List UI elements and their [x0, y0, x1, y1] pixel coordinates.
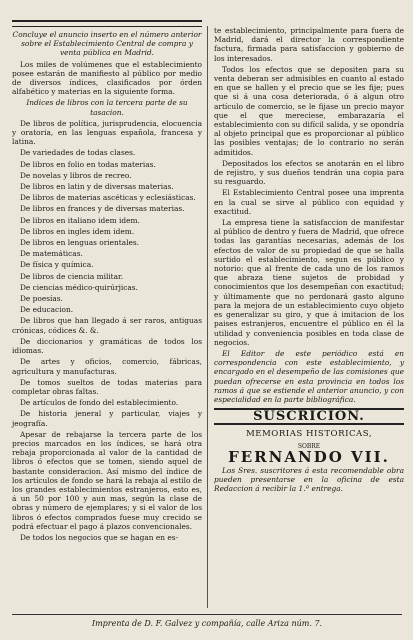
- left-column: [12, 30, 202, 544]
- suscricion-heading: SUSCRICION.: [214, 408, 404, 425]
- index-item: De diccionarios y gramáticas de todos los idiomas.: [12, 336, 202, 356]
- index-item: De artículos de fondo del establecimiento.: [20, 398, 179, 408]
- editor-note: El Editor de este periódico está en correspondencia con este establecimiento, y encargado en el desempeño de las comisiones que puedan ofrecerse en esta provincia en todos los ramos á que se estiende el anterior anuncio, y con especialidad en la parte bibliográfica.: [214, 348, 404, 404]
- paragraph: Todos los efectos que se depositen para su venta deberan ser admisibles en cuanto al estado en que se hallen y el precio que se les fije; pues que si á una cosa deteriorada, ó á algun otro artículo de comercio, se le fijase un precio mayor que el que mereciese, embarazaría el establecimiento con su difícil salida, y se opondría al objeto principal que es proporcionar al público las posibles ventajas; de lo contrario no serán admitidos.: [214, 64, 404, 157]
- paragraph: Los miles de volúmenes que el establecimiento posee estarán de manifiesto al público por medio de diversos índices, clasificados por órden alfabético y materias en la siguiente forma.: [12, 59, 202, 97]
- paragraph: Apesar de rebajarse la tercera parte de los precios marcados en los índices, se hará otra rebaja proporcionada al valor de la cantidad de libros ó efectos que se tomen, siendo aquel de bastante consideracion. Así mismo del índice de los artículos de fondo se hará la rebaja al estilo de los grandes establecimientos estranjeros, esto es, á un 50 por 100 y aun mas, según la clase de obras y número de ejemplares; y si el valor de los libros ó efectos comprados fuese muy crecido se podrá efectuar el pago á plazos convencionales.: [12, 429, 202, 531]
- subscription-note: Los Sres. suscritores á esta recomendable obra pueden presentarse en la oficina de esta Redaccion á recibir la 1.ª entrega.: [214, 465, 404, 494]
- top-ornamental-rule: [12, 20, 202, 27]
- index-item: De historia jeneral y particular, viajes y jeografía.: [12, 409, 202, 428]
- fernando-heading: FERNANDO VII.: [228, 447, 390, 466]
- index-item: De ciencias médico-quirúrjicas.: [20, 282, 138, 292]
- index-title: Indices de libros con la tercera parte de su tasacion.: [26, 98, 188, 117]
- paragraph: La empresa tiene la satisfaccion de manifestar al público de dentro y fuera de Madrid, que ofrece todas las garantías necesarias, además de los efectos de valor de su propiedad de que se halla surtido el establecimiento, segun es público y notorio: que al frente de cada uno de los ramos que abraza tiene sujetos de probidad y conocimientos que los desempeñan con exactitud; y últimamente que no perdonará gasto alguno para la mejora de un establecimiento cuyo objeto es generalizar su giro, y que á imitacion de los paises estranjeros, encuentre el público en él la utilidad y conveniencia posibles en toda clase de negocios.: [214, 218, 404, 347]
- index-item: De tomos sueltos de todas materias para completar obras faltas.: [12, 377, 202, 396]
- paragraph: El Establecimiento Central posee una imprenta en la cual se sirve al público con equidad y exactitud.: [214, 188, 404, 216]
- imprint-footer: Imprenta de D. F. Galvez y compañía, calle Ariza núm. 7.: [12, 614, 402, 628]
- intro-note: Concluye el anuncio inserto en el número anterior sobre el Establecimiento Central de compra y venta pública en Madrid.: [12, 30, 202, 58]
- right-column: [214, 26, 404, 496]
- index-item: De libros en frances y de diversas materias.: [20, 204, 185, 214]
- paragraph: Depositados los efectos se anotarán en el libro de rejistro, y sus dueños tendrán una copia para su resguardo.: [214, 158, 404, 187]
- sobre-label: SOBRE: [297, 442, 321, 450]
- index-item: De libros en latin y de diversas materias.: [20, 182, 174, 192]
- index-item: De libros en ingles idem idem.: [20, 226, 135, 236]
- index-item: De libros en lenguas orientales.: [20, 238, 139, 248]
- index-item: De educacion.: [20, 305, 74, 315]
- index-item: De libros en folio en todas materias.: [20, 159, 156, 169]
- index-list: [12, 119, 202, 428]
- index-item: De libros de materias ascéticas y eclesiásticas.: [20, 193, 196, 203]
- memorias-heading: MEMORIAS HISTORICAS,: [245, 429, 373, 440]
- index-item: De matemáticas.: [20, 249, 83, 259]
- index-item: De poesías.: [20, 294, 63, 304]
- index-item: De física y química.: [20, 260, 94, 270]
- index-item: De novelas y libros de recreo.: [20, 170, 132, 180]
- index-item: De libros de ciencia militar.: [20, 271, 124, 281]
- index-item: De artes y oficios, comercio, fábricas, agricultura y manufacturas.: [12, 357, 202, 376]
- column-divider: [207, 26, 208, 608]
- index-item: De libros de política, jurisprudencia, elocuencia y oratoria, en las lenguas española, francesa y latina.: [12, 118, 202, 147]
- paragraph: te establecimiento, principalmente para fuera de Madrid, dará el director la correspondiente factura, firmada para satisfaccion y gobierno de los interesados.: [214, 26, 404, 63]
- index-item: De libros que han llegado á ser raros, antiguas crónicas, códices &. &.: [12, 316, 202, 335]
- index-item: De libros en italiano idem idem.: [20, 215, 140, 225]
- paragraph: De todos los negocios que se hagan en es-: [20, 532, 179, 542]
- index-item: De variedades de todas clases.: [20, 148, 136, 158]
